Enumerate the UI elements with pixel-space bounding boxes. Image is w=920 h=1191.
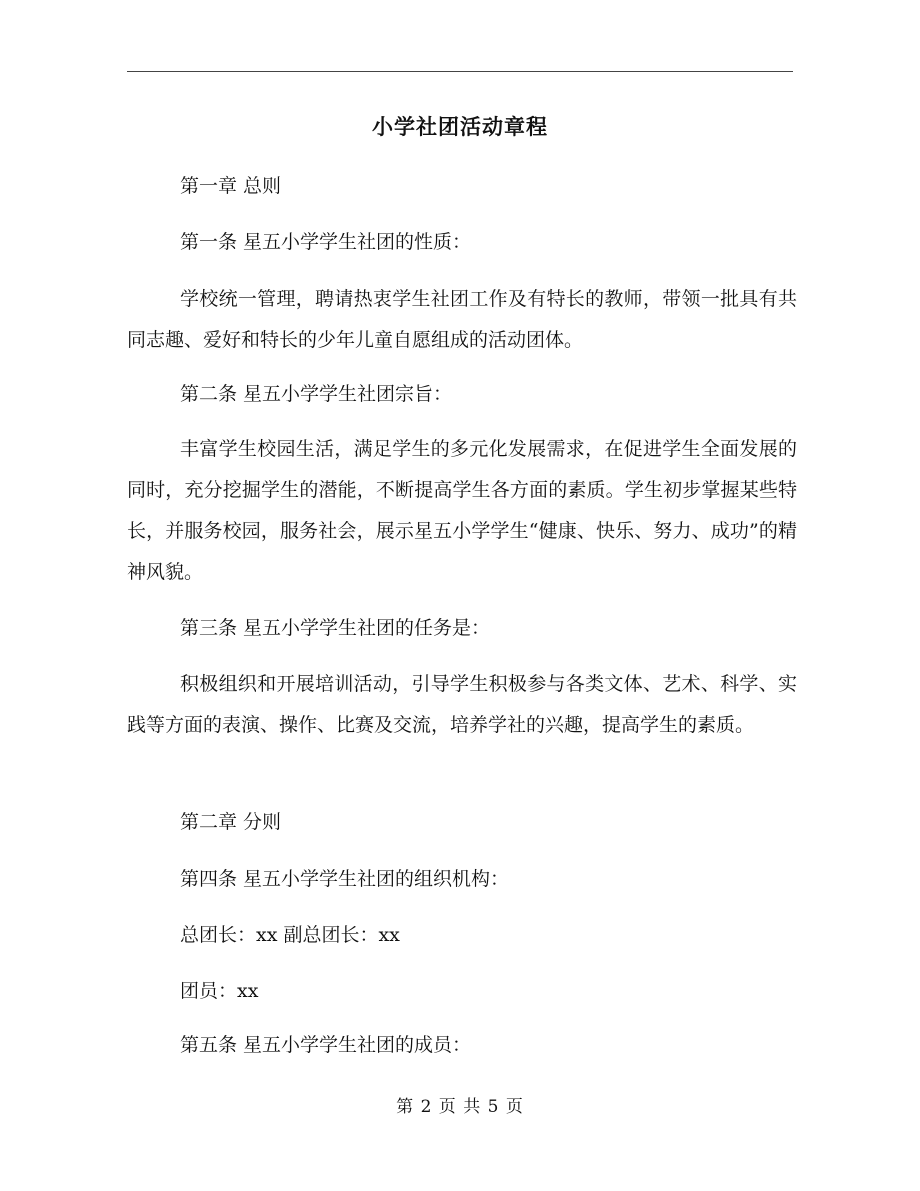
members-line: 团员：xx: [180, 980, 259, 1002]
article-4-heading: 第四条 星五小学学生社团的组织机构：: [180, 868, 510, 890]
article-5-heading: 第五条 星五小学学生社团的成员：: [180, 1034, 472, 1056]
document-title: 小学社团活动章程: [372, 114, 548, 139]
article-3-heading: 第三条 星五小学学生社团的任务是：: [180, 617, 491, 639]
chapter-2-heading: 第二章 分则: [180, 811, 282, 833]
article-1-body: 学校统一管理，聘请热衷学生社团工作及有特长的教师，带领一批具有共同志趣、爱好和特长的少年儿童自愿组成的活动团体。: [127, 288, 797, 351]
article-3-body: 积极组织和开展培训活动，引导学生积极参与各类文体、艺术、科学、实践等方面的表演、操作、比赛及交流，培养学社的兴趣，提高学生的素质。: [127, 673, 797, 736]
header-rule: [127, 71, 793, 72]
page-number: 第 2 页 共 5 页: [396, 1097, 524, 1117]
article-2-heading: 第二条 星五小学学生社团宗旨：: [180, 383, 453, 405]
leaders-line: 总团长：xx 副总团长：xx: [180, 924, 400, 946]
article-1-heading: 第一条 星五小学学生社团的性质：: [180, 231, 472, 253]
chapter-1-heading: 第一章 总则: [180, 175, 282, 197]
article-2-body: 丰富学生校园生活，满足学生的多元化发展需求，在促进学生全面发展的同时，充分挖掘学生的潜能，不断提高学生各方面的素质。学生初步掌握某些特长，并服务校园，服务社会，展示星五小学学生“健康、快乐、努力、成功”的精神风貌。: [127, 438, 797, 583]
